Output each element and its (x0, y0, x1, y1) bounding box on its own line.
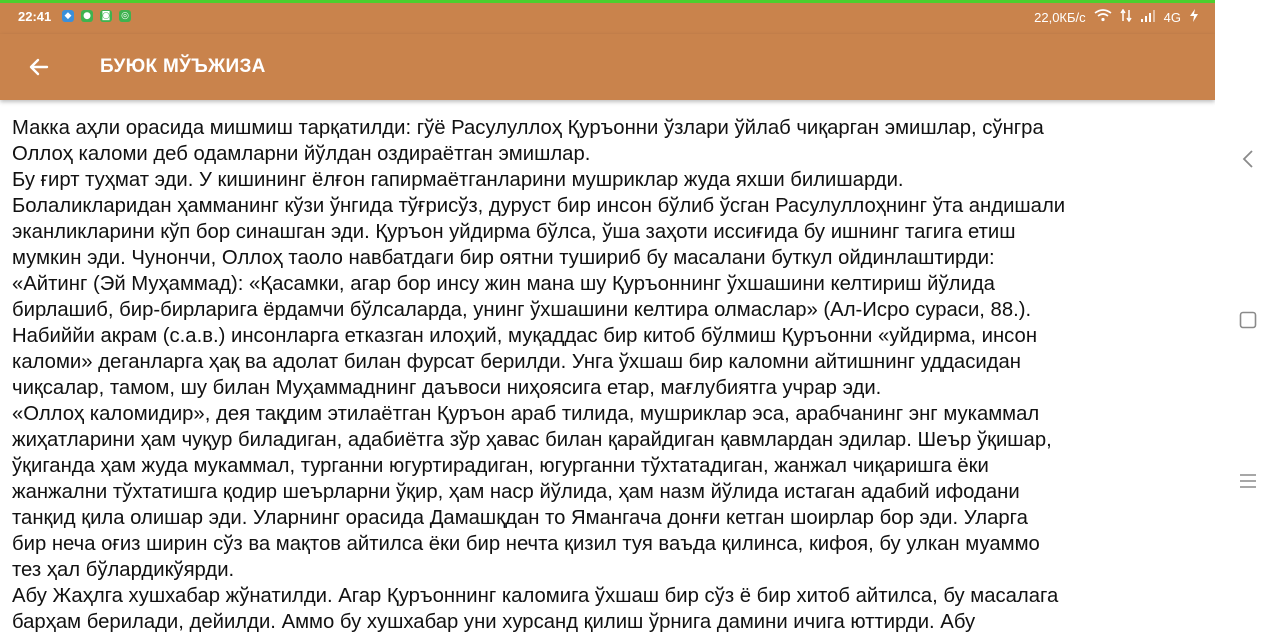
status-indicators (1034, 9, 1199, 25)
page-title: БУЮК МЎЪЖИЗА (100, 56, 266, 77)
article-text (12, 115, 1204, 635)
loading-progress-line (0, 0, 1215, 3)
article-line: жанжални тўхтатишга қодир шеърларни ўқир, ҳам наср йўлида, ҳам назм йўлида истаган адабий ифодани (12, 481, 1020, 503)
article-line: эканликларини кўп бор синашган эди. Қуръон уйдирма бўлса, ўша заҳоти иссиғида бу ишнинг тагига етиш (12, 221, 1016, 243)
status-time: 22:41 (18, 9, 52, 24)
home-nav-icon (1239, 311, 1257, 329)
article-line: жиҳатларини ҳам чуқур биладиган, адабиётга зўр ҳавас билан қарайдиган қавмлардан эдилар. Шеър ўқишар, (12, 429, 1052, 451)
article-line: Набиййи акрам (с.а.в.) инсонларга етказган илоҳий, муқаддас бир китоб бўлмиш Қуръонни «уйдирма, инсон (12, 325, 1038, 347)
article-line: тез ҳал бўлардикўярди. (12, 559, 235, 581)
article-line: Макка аҳли орасида мишмиш тарқатилди: гўё Расулуллоҳ Қуръонни ўзлари ўйлаб чиқарган эмишлар, сўнгра (12, 117, 1044, 139)
scrollbar[interactable] (1205, 116, 1211, 636)
article-line: мумкин эди. Чунончи, Оллоҳ таоло навбатдаги бир оятни тушириб бу масалани буткул ойдинлаштирди: (12, 247, 995, 269)
article-line: ўқиганда ҳам жуда мукаммал, турганни югуртирадиган, югурганни тўхтатадиган, жанжал чиқаришга ёки (12, 455, 989, 477)
recents-nav-button[interactable] (1235, 468, 1261, 494)
back-button[interactable] (20, 48, 58, 86)
article-line: «Оллоҳ каломидир», дея тақдим этилаётган Қуръон араб тилида, мушриклар эса, арабчанинг энг мукаммал (12, 403, 1040, 425)
signal-icon (1140, 10, 1156, 25)
status-bar (0, 0, 1215, 34)
vpn-icon: ◆ (62, 10, 74, 22)
article-line: барҳам берилади, дейилди. Аммо бу хушхабар уни хурсанд қилиш ўрнига дамини ичига юттирди. Абу (12, 611, 976, 633)
network-type: 4G (1163, 9, 1181, 25)
back-nav-icon (1241, 150, 1255, 168)
article-line: каломи» деганларга ҳақ ва адолат билан фурсат берилди. Унга ўхшаш бир каломни айтишнинг уддасидан (12, 351, 1021, 373)
article-scroll-area[interactable] (0, 100, 1215, 640)
article-line: Бу ғирт туҳмат эди. У кишининг ёлғон гапирмаётганларини мушриклар жуда яхши билишарди. (12, 169, 904, 191)
article-line: танқид қила олишар эди. Уларнинг орасида Дамашқдан то Ямангача донғи кетган шоирлар бор эди. Уларга (12, 507, 1028, 529)
system-nav-bar (1215, 0, 1280, 640)
article-line: бирлашиб, бир-бирларига ёрдамчи бўлсаларда, унинг ўхшашини келтира олмаслар» (Ал-Исро сураси, 88.). (12, 299, 1032, 321)
article-line: «Айтинг (Эй Муҳаммад): «Қасамки, агар бор инсу жин мана шу Қуръоннинг ўхшашини келтириш йўлида (12, 273, 995, 295)
arrow-left-icon (27, 55, 51, 79)
wifi-icon (1094, 9, 1112, 25)
app-notification-icon-2: ◙ (101, 11, 111, 21)
recents-nav-icon (1239, 473, 1257, 489)
charging-icon (1189, 9, 1199, 25)
article-line: Оллоҳ каломи деб одамларни йўлдан оздираётган эмишлар. (12, 143, 591, 165)
network-speed: 22,0КБ/с (1034, 9, 1086, 25)
home-nav-button[interactable] (1235, 307, 1261, 333)
article-line: Абу Жаҳлга хушхабар жўнатилди. Агар Қуръоннинг каломига ўхшаш бир сўз ё бир хитоб айтилса, бу масалага (12, 585, 1059, 607)
notification-icons (62, 10, 131, 22)
data-arrows-icon (1120, 9, 1132, 25)
app-notification-icon-3: ◎ (119, 10, 131, 22)
article-line: бир неча оғиз ширин сўз ва мақтов айтилса ёки бир нечта қизил туя ваъда қилинса, кифоя, бу улкан муаммо (12, 533, 1040, 555)
app-bar (0, 34, 1215, 100)
article-line: чиқсалар, тамом, шу билан Муҳаммаднинг даъвоси ниҳоясига етар, мағлубиятга учрар эди. (12, 377, 882, 399)
app-notification-icon: ● (81, 10, 93, 22)
back-nav-button[interactable] (1235, 146, 1261, 172)
article-line: Болаликларидан ҳамманинг кўзи ўнгида тўғрисўз, дуруст бир инсон бўлиб ўсган Расулуллоҳнинг ўта андишали (12, 195, 1066, 217)
